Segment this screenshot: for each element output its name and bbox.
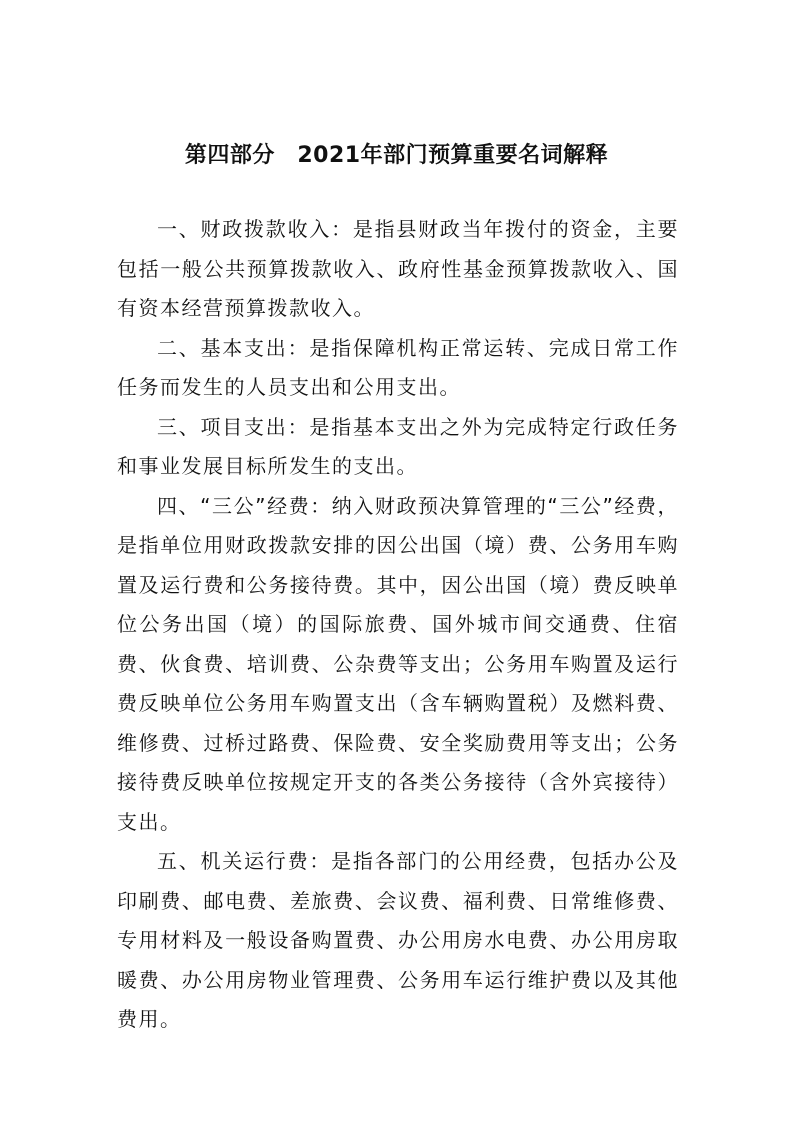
paragraph-agency-operating-expenses: 五、机关运行费：是指各部门的公用经费，包括办公及印刷费、邮电费、差旅费、会议费、福利费、日常维修费、专用材料及一般设备购置费、办公用房水电费、办公用房取暖费、办公用房物业管理费、公务用车运行维护费以及其他费用。 bbox=[117, 849, 679, 1031]
paragraph-basic-expenditure: 二、基本支出：是指保障机构正常运转、完成日常工作任务而发生的人员支出和公用支出。 bbox=[117, 335, 679, 399]
paragraph-three-public-expenses: 四、“三公”经费：纳入财政预决算管理的“三公”经费，是指单位用财政拨款安排的因公出国（境）费、公务用车购置及运行费和公务接待费。其中，因公出国（境）费反映单位公务出国（境）的国际旅费、国外城市间交通费、住宿费、伙食费、培训费、公杂费等支出；公务用车购置及运行费反映单位公务用车购置支出（含车辆购置税）及燃料费、维修费、过桥过路费、保险费、安全奖励费用等支出；公务接待费反映单位按规定开支的各类公务接待（含外宾接待）支出。 bbox=[117, 493, 679, 834]
page-title: 第四部分 2021年部门预算重要名词解释 bbox=[184, 143, 609, 168]
paragraph-project-expenditure: 三、项目支出：是指基本支出之外为完成特定行政任务和事业发展目标所发生的支出。 bbox=[117, 414, 679, 478]
document-body bbox=[117, 210, 679, 1040]
paragraph-fiscal-appropriation-income: 一、财政拨款收入：是指县财政当年拨付的资金，主要包括一般公共预算拨款收入、政府性基金预算拨款收入、国有资本经营预算拨款收入。 bbox=[117, 217, 679, 320]
